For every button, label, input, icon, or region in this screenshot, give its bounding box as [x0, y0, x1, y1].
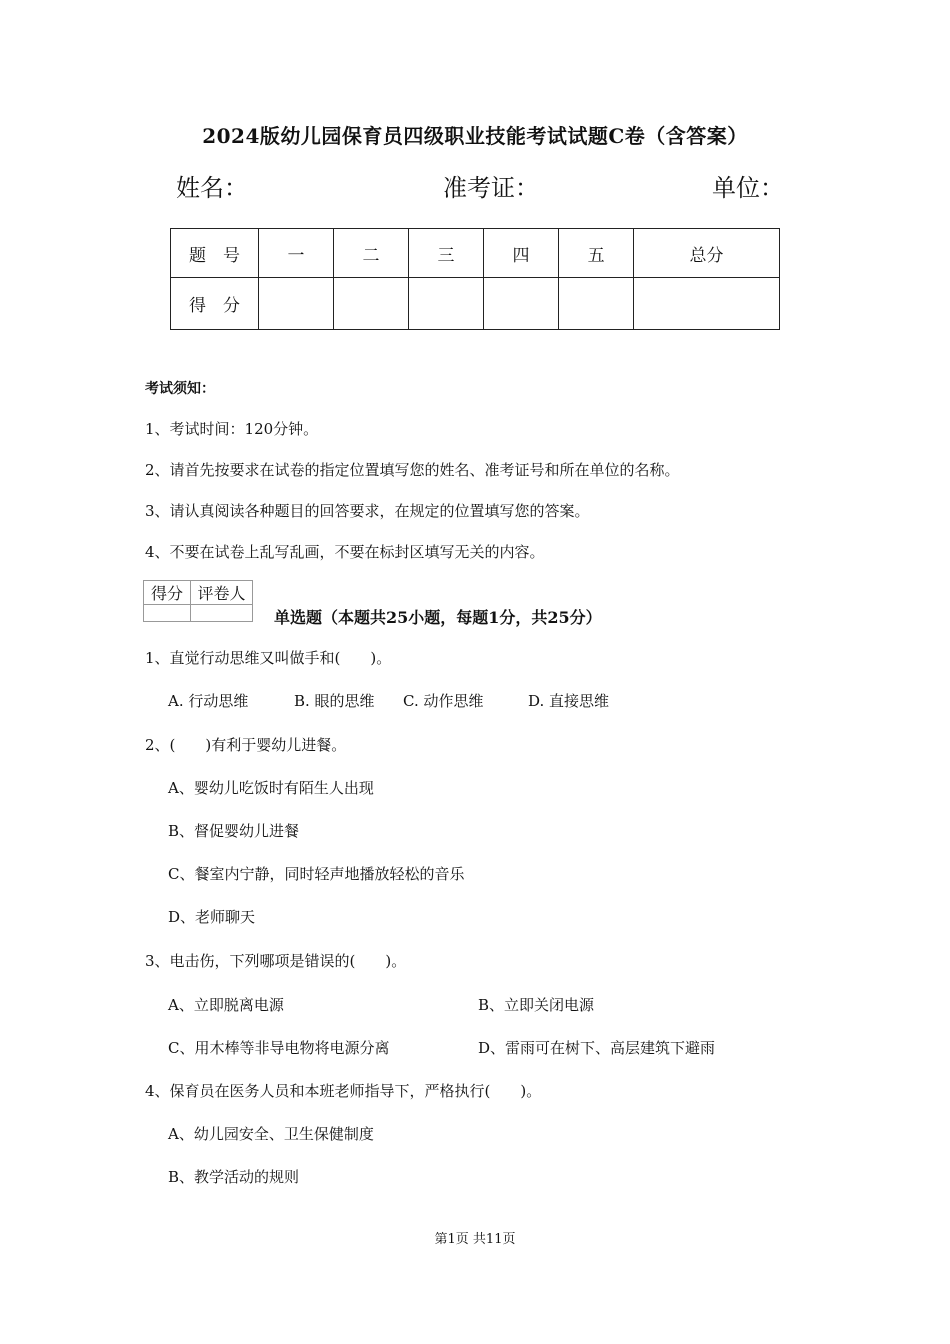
grader-box [143, 580, 253, 622]
score-header-4: 四 [484, 229, 559, 278]
option-a: A. 行动思维 [168, 692, 249, 710]
question-stem: 2、( )有利于婴幼儿进餐。 [145, 736, 347, 754]
score-table-header-row [171, 229, 780, 278]
question-stem: 4、保育员在医务人员和本班老师指导下，严格执行( )。 [145, 1082, 542, 1100]
question-stem: 3、电击伤，下列哪项是错误的( )。 [145, 952, 407, 970]
notice-item: 1、考试时间：120分钟。 [145, 420, 319, 438]
grader-name-cell[interactable] [191, 605, 253, 622]
score-header-5: 五 [559, 229, 634, 278]
score-header-label: 题 号 [171, 229, 259, 278]
option-b: B. 眼的思维 [294, 692, 375, 710]
option-a: A、婴幼儿吃饭时有陌生人出现 [168, 779, 374, 797]
option-a: A、立即脱离电源 [168, 996, 284, 1014]
option-b: B、督促婴幼儿进餐 [168, 822, 300, 840]
score-row-label: 得 分 [171, 278, 259, 330]
score-table [170, 228, 780, 330]
score-header-2: 二 [334, 229, 409, 278]
question-stem: 1、直觉行动思维又叫做手和( )。 [145, 649, 392, 667]
option-c: C、餐室内宁静，同时轻声地播放轻松的音乐 [168, 865, 465, 883]
score-cell-4[interactable] [484, 278, 559, 330]
score-cell-3[interactable] [409, 278, 484, 330]
option-d: D、雷雨可在树下、高层建筑下避雨 [478, 1039, 716, 1057]
notice-item: 3、请认真阅读各种题目的回答要求，在规定的位置填写您的答案。 [145, 502, 590, 520]
notice-heading: 考试须知： [145, 381, 215, 397]
score-header-total: 总分 [634, 229, 780, 278]
page-footer: 第1页 共11页 [434, 1232, 516, 1247]
option-b: B、教学活动的规则 [168, 1168, 300, 1186]
option-d: D. 直接思维 [528, 692, 610, 710]
grader-score-cell[interactable] [144, 605, 191, 622]
score-header-1: 一 [259, 229, 334, 278]
notice-item: 4、不要在试卷上乱写乱画，不要在标封区填写无关的内容。 [145, 543, 545, 561]
score-table-score-row [171, 278, 780, 330]
section-heading: 单选题（本题共25小题，每题1分，共25分） [274, 608, 602, 627]
option-c: C. 动作思维 [403, 692, 484, 710]
score-cell-5[interactable] [559, 278, 634, 330]
score-cell-1[interactable] [259, 278, 334, 330]
name-field-label: 姓名： [176, 174, 248, 202]
grader-name-label: 评卷人 [191, 581, 253, 605]
option-a: A、幼儿园安全、卫生保健制度 [168, 1125, 374, 1143]
grader-score-label: 得分 [144, 581, 191, 605]
exam-id-field-label: 准考证： [443, 174, 539, 202]
option-d: D、老师聊天 [168, 908, 256, 926]
score-cell-total[interactable] [634, 278, 780, 330]
option-c: C、用木棒等非导电物将电源分离 [168, 1039, 390, 1057]
notice-item: 2、请首先按要求在试卷的指定位置填写您的姓名、准考证号和所在单位的名称。 [145, 461, 680, 479]
score-cell-2[interactable] [334, 278, 409, 330]
score-header-3: 三 [409, 229, 484, 278]
unit-field-label: 单位： [712, 174, 784, 202]
document-title: 2024版幼儿园保育员四级职业技能考试试题C卷（含答案） [202, 124, 748, 148]
option-b: B、立即关闭电源 [478, 996, 595, 1014]
